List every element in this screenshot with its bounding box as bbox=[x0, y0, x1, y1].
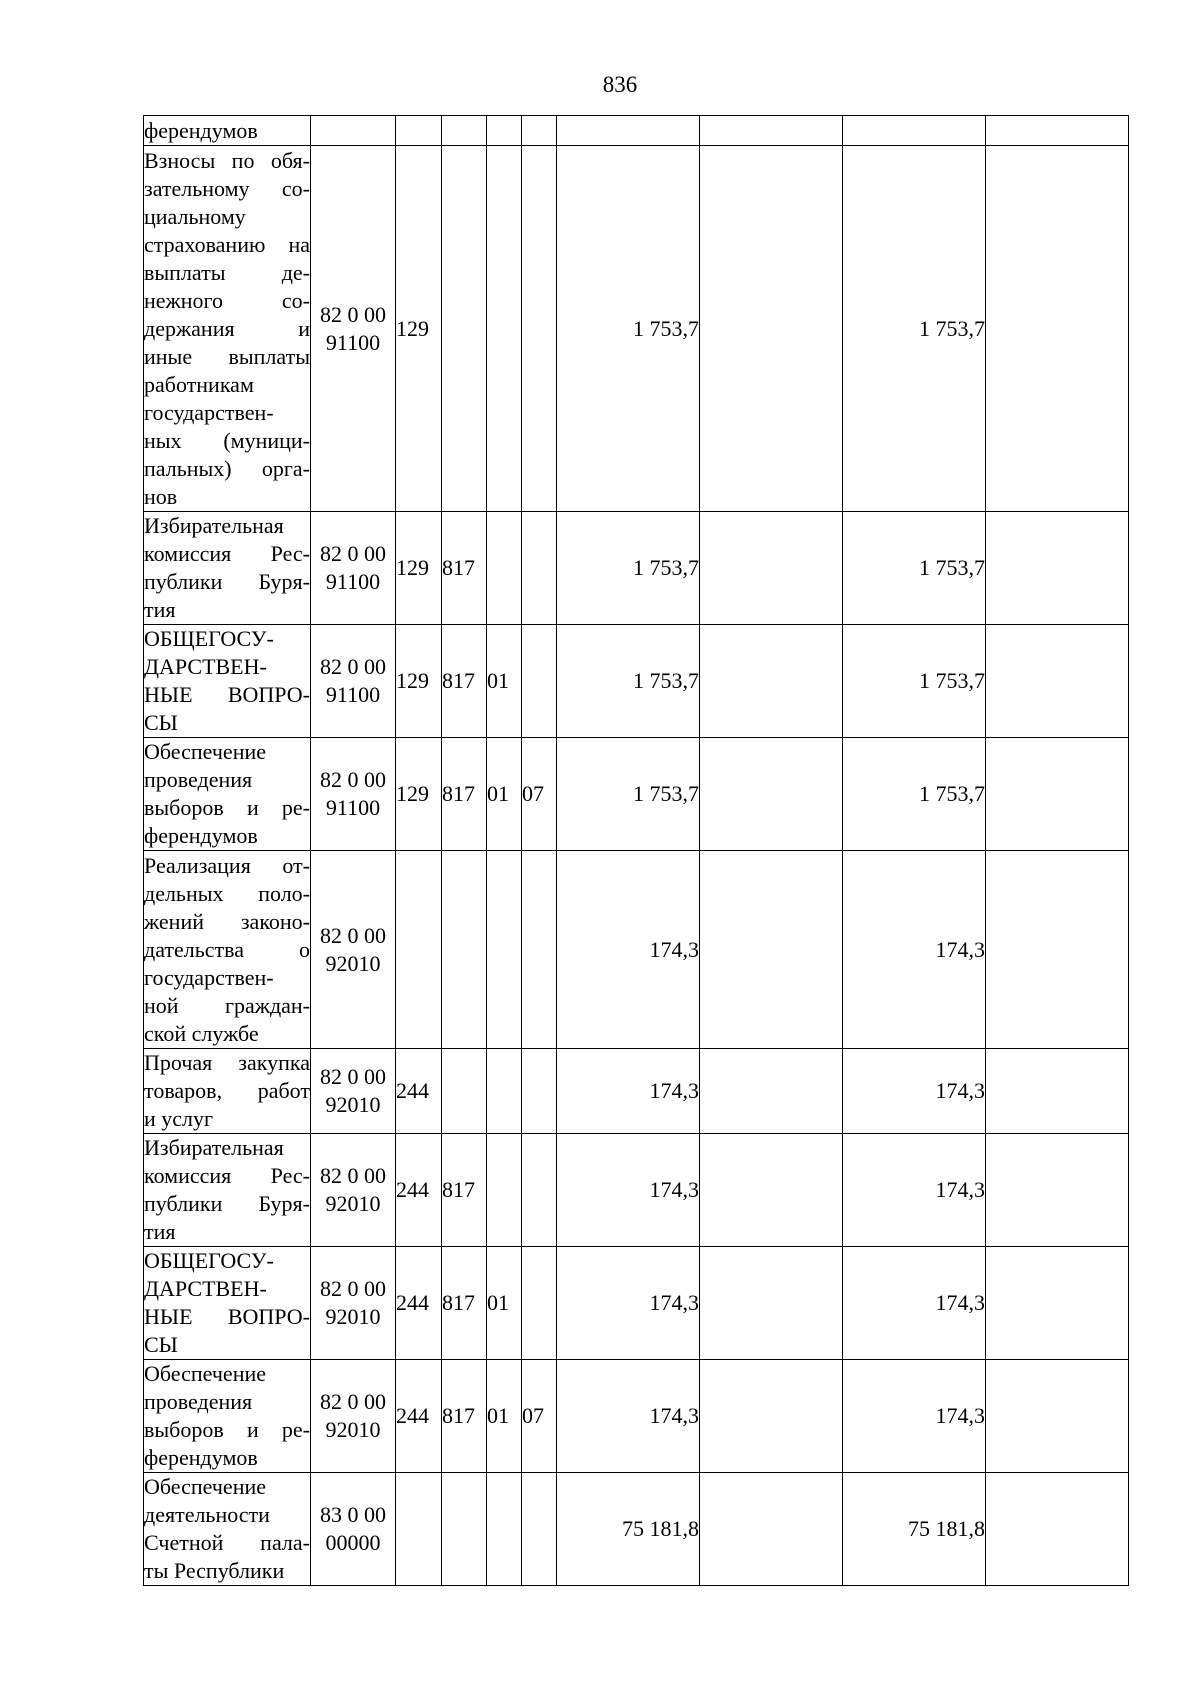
item-name-line: Избирательная bbox=[144, 1135, 284, 1160]
subsection-cell bbox=[522, 1247, 557, 1360]
item-name-line: НЫЕ ВОПРО- bbox=[144, 1304, 310, 1329]
target-article-cell: 82 0 00 91100 bbox=[311, 146, 396, 512]
item-name-cell bbox=[144, 116, 311, 146]
table-row bbox=[144, 851, 1129, 1049]
item-name-line: выплаты де- bbox=[144, 259, 310, 285]
amount-cell-2 bbox=[700, 1247, 843, 1360]
subsection-cell bbox=[522, 625, 557, 738]
item-name-line: нов bbox=[144, 483, 178, 509]
table-row bbox=[144, 1049, 1129, 1134]
item-name-line: пальных) орга- bbox=[144, 455, 310, 481]
amount-cell-4 bbox=[986, 1049, 1129, 1134]
ministry-code-cell: 817 bbox=[442, 1134, 487, 1247]
table-row bbox=[144, 1473, 1129, 1586]
target-article-cell: 82 0 00 92010 bbox=[311, 851, 396, 1049]
target-article-cell bbox=[311, 116, 396, 146]
item-name-line: работникам bbox=[144, 371, 254, 397]
expense-type-cell: 244 bbox=[396, 1134, 442, 1247]
amount-cell-2 bbox=[700, 1134, 843, 1247]
item-name-line: проведения bbox=[144, 1389, 253, 1414]
subsection-cell: 07 bbox=[522, 1360, 557, 1473]
amount-cell-3: 1 753,7 bbox=[843, 625, 986, 738]
item-name-line: проведения bbox=[144, 767, 253, 792]
table-row bbox=[144, 1247, 1129, 1360]
item-name-line: циальному bbox=[144, 203, 246, 229]
item-name-line: нежного со- bbox=[144, 287, 310, 313]
amount-cell-1: 1 753,7 bbox=[557, 146, 700, 512]
item-name-line: страхованию на bbox=[144, 231, 310, 257]
item-name-line: СЫ bbox=[144, 1332, 178, 1357]
item-name-line: комиссия Рес- bbox=[144, 1163, 310, 1188]
expense-type-cell: 244 bbox=[396, 1360, 442, 1473]
item-name-line: государствен- bbox=[144, 399, 274, 425]
ministry-code-cell: 817 bbox=[442, 1360, 487, 1473]
subsection-cell bbox=[522, 512, 557, 625]
amount-cell-4 bbox=[986, 1473, 1129, 1586]
section-cell bbox=[487, 1049, 522, 1134]
item-name-line: публики Буря- bbox=[144, 569, 310, 594]
amount-cell-3: 75 181,8 bbox=[843, 1473, 986, 1586]
table-row bbox=[144, 1360, 1129, 1473]
item-name-line: товаров, работ bbox=[144, 1078, 310, 1103]
expense-type-cell bbox=[396, 116, 442, 146]
table-body bbox=[144, 116, 1129, 1586]
subsection-cell bbox=[522, 146, 557, 512]
ministry-code-cell: 817 bbox=[442, 1247, 487, 1360]
amount-cell-3: 174,3 bbox=[843, 1049, 986, 1134]
item-name-line: Прочая закупка bbox=[144, 1050, 310, 1075]
item-name-line: государствен- bbox=[144, 964, 274, 990]
target-article-cell: 82 0 00 91100 bbox=[311, 512, 396, 625]
item-name-line: Обеспечение bbox=[144, 739, 266, 764]
expense-type-cell: 244 bbox=[396, 1049, 442, 1134]
amount-cell-1: 1 753,7 bbox=[557, 738, 700, 851]
amount-cell-1: 174,3 bbox=[557, 1247, 700, 1360]
amount-cell-2 bbox=[700, 1049, 843, 1134]
subsection-cell bbox=[522, 1473, 557, 1586]
item-name-line: зательному со- bbox=[144, 175, 310, 201]
amount-cell-2 bbox=[700, 1360, 843, 1473]
amount-cell-4 bbox=[986, 851, 1129, 1049]
target-article-cell: 82 0 00 92010 bbox=[311, 1247, 396, 1360]
amount-cell-3 bbox=[843, 116, 986, 146]
item-name-line: НЫЕ ВОПРО- bbox=[144, 682, 310, 707]
amount-cell-2 bbox=[700, 851, 843, 1049]
item-name-line: публики Буря- bbox=[144, 1191, 310, 1216]
amount-cell-3: 1 753,7 bbox=[843, 146, 986, 512]
ministry-code-cell bbox=[442, 1049, 487, 1134]
target-article-cell: 82 0 00 92010 bbox=[311, 1134, 396, 1247]
amount-cell-1: 174,3 bbox=[557, 1049, 700, 1134]
item-name-line: Обеспечение bbox=[144, 1361, 266, 1386]
table-row bbox=[144, 738, 1129, 851]
item-name-line: держания и bbox=[144, 315, 310, 341]
subsection-cell: 07 bbox=[522, 738, 557, 851]
item-name-cell bbox=[144, 625, 311, 738]
target-article-cell: 82 0 00 92010 bbox=[311, 1049, 396, 1134]
item-name-line: ных (муници- bbox=[144, 427, 310, 453]
item-name-line: ной граждан- bbox=[144, 992, 310, 1018]
target-article-cell: 82 0 00 92010 bbox=[311, 1360, 396, 1473]
subsection-cell bbox=[522, 116, 557, 146]
amount-cell-4 bbox=[986, 512, 1129, 625]
amount-cell-1: 1 753,7 bbox=[557, 512, 700, 625]
item-name-line: дельных поло- bbox=[144, 880, 310, 906]
section-cell: 01 bbox=[487, 625, 522, 738]
section-cell: 01 bbox=[487, 738, 522, 851]
target-article-cell: 82 0 00 91100 bbox=[311, 625, 396, 738]
target-article-cell: 82 0 00 91100 bbox=[311, 738, 396, 851]
page-number: 836 bbox=[602, 72, 638, 97]
amount-cell-2 bbox=[700, 512, 843, 625]
amount-cell-1: 174,3 bbox=[557, 1360, 700, 1473]
expense-type-cell: 129 bbox=[396, 146, 442, 512]
amount-cell-3: 174,3 bbox=[843, 1360, 986, 1473]
section-cell: 01 bbox=[487, 1360, 522, 1473]
amount-cell-1 bbox=[557, 116, 700, 146]
item-name-line: тия bbox=[144, 597, 176, 622]
amount-cell-3: 174,3 bbox=[843, 851, 986, 1049]
item-name-line: Обеспечение bbox=[144, 1474, 266, 1499]
ministry-code-cell: 817 bbox=[442, 738, 487, 851]
table-row bbox=[144, 146, 1129, 512]
item-name-line: дательства о bbox=[144, 936, 310, 962]
amount-cell-4 bbox=[986, 146, 1129, 512]
expense-type-cell: 129 bbox=[396, 738, 442, 851]
section-cell bbox=[487, 116, 522, 146]
item-name-line: ОБЩЕГОСУ- bbox=[144, 626, 274, 651]
subsection-cell bbox=[522, 1049, 557, 1134]
item-name-line: Избирательная bbox=[144, 513, 284, 538]
item-name-line: ДАРСТВЕН- bbox=[144, 1276, 267, 1301]
budget-table bbox=[143, 115, 1129, 1586]
item-name-line: ты Республики bbox=[144, 1558, 285, 1583]
item-name-line: иные выплаты bbox=[144, 343, 310, 369]
amount-cell-2 bbox=[700, 116, 843, 146]
section-cell: 01 bbox=[487, 1247, 522, 1360]
item-name-cell bbox=[144, 1049, 311, 1134]
expense-type-cell: 129 bbox=[396, 512, 442, 625]
amount-cell-1: 1 753,7 bbox=[557, 625, 700, 738]
amount-cell-1: 174,3 bbox=[557, 1134, 700, 1247]
table-row bbox=[144, 512, 1129, 625]
amount-cell-2 bbox=[700, 625, 843, 738]
amount-cell-1: 174,3 bbox=[557, 851, 700, 1049]
ministry-code-cell bbox=[442, 116, 487, 146]
amount-cell-3: 1 753,7 bbox=[843, 512, 986, 625]
expense-type-cell: 129 bbox=[396, 625, 442, 738]
item-name-line: ферендумов bbox=[144, 1445, 258, 1470]
item-name-line: жений законо- bbox=[144, 908, 310, 934]
expense-type-cell bbox=[396, 851, 442, 1049]
amount-cell-4 bbox=[986, 1360, 1129, 1473]
item-name-cell bbox=[144, 1360, 311, 1473]
table-row bbox=[144, 116, 1129, 146]
section-cell bbox=[487, 1134, 522, 1247]
target-article-cell: 83 0 00 00000 bbox=[311, 1473, 396, 1586]
amount-cell-4 bbox=[986, 1134, 1129, 1247]
amount-cell-3: 174,3 bbox=[843, 1134, 986, 1247]
table-row bbox=[144, 1134, 1129, 1247]
item-name-cell bbox=[144, 851, 311, 1049]
amount-cell-4 bbox=[986, 1247, 1129, 1360]
item-name-line: и услуг bbox=[144, 1106, 214, 1131]
item-name-line: ферендумов bbox=[144, 117, 258, 143]
section-cell bbox=[487, 851, 522, 1049]
item-name-line: выборов и ре- bbox=[144, 1417, 310, 1442]
ministry-code-cell bbox=[442, 851, 487, 1049]
table-row bbox=[144, 625, 1129, 738]
item-name-line: Счетной пала- bbox=[144, 1530, 310, 1555]
section-cell bbox=[487, 512, 522, 625]
item-name-line: комиссия Рес- bbox=[144, 541, 310, 566]
ministry-code-cell bbox=[442, 146, 487, 512]
section-cell bbox=[487, 1473, 522, 1586]
amount-cell-4 bbox=[986, 738, 1129, 851]
amount-cell-2 bbox=[700, 1473, 843, 1586]
amount-cell-1: 75 181,8 bbox=[557, 1473, 700, 1586]
expense-type-cell: 244 bbox=[396, 1247, 442, 1360]
amount-cell-4 bbox=[986, 625, 1129, 738]
item-name-line: Реализация от- bbox=[144, 852, 310, 878]
item-name-cell bbox=[144, 146, 311, 512]
amount-cell-3: 174,3 bbox=[843, 1247, 986, 1360]
subsection-cell bbox=[522, 1134, 557, 1247]
item-name-line: ской службе bbox=[144, 1020, 259, 1046]
item-name-cell bbox=[144, 512, 311, 625]
amount-cell-4 bbox=[986, 116, 1129, 146]
item-name-line: деятельности bbox=[144, 1502, 270, 1527]
item-name-cell bbox=[144, 1473, 311, 1586]
item-name-cell bbox=[144, 1134, 311, 1247]
subsection-cell bbox=[522, 851, 557, 1049]
item-name-line: тия bbox=[144, 1219, 176, 1244]
item-name-line: ферендумов bbox=[144, 823, 258, 848]
amount-cell-3: 1 753,7 bbox=[843, 738, 986, 851]
item-name-line: Взносы по обя- bbox=[144, 147, 310, 173]
item-name-line: ДАРСТВЕН- bbox=[144, 654, 267, 679]
ministry-code-cell: 817 bbox=[442, 512, 487, 625]
expense-type-cell bbox=[396, 1473, 442, 1586]
ministry-code-cell: 817 bbox=[442, 625, 487, 738]
ministry-code-cell bbox=[442, 1473, 487, 1586]
item-name-line: ОБЩЕГОСУ- bbox=[144, 1248, 274, 1273]
section-cell bbox=[487, 146, 522, 512]
amount-cell-2 bbox=[700, 146, 843, 512]
item-name-cell bbox=[144, 738, 311, 851]
item-name-line: выборов и ре- bbox=[144, 795, 310, 820]
amount-cell-2 bbox=[700, 738, 843, 851]
item-name-cell bbox=[144, 1247, 311, 1360]
item-name-line: СЫ bbox=[144, 710, 178, 735]
